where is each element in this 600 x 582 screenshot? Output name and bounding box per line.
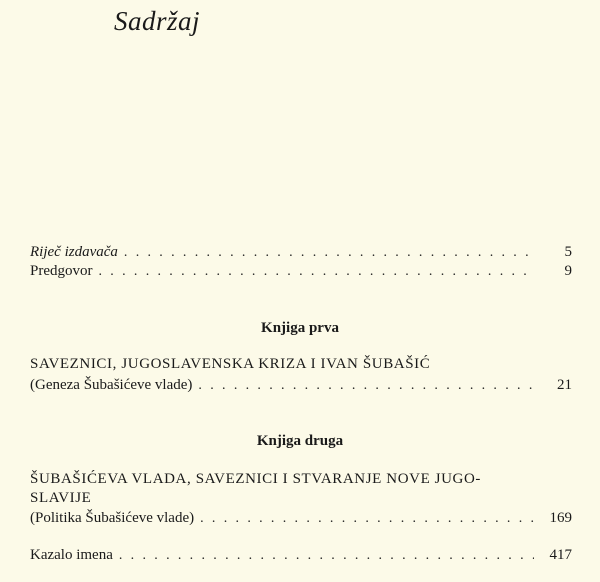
toc-leader-dots	[119, 547, 534, 565]
book-one-title: SAVEZNICI, JUGOSLAVENSKA KRIZA I IVAN ŠUBAŠIĆ	[30, 356, 431, 372]
page-title: Sadržaj	[114, 6, 201, 36]
toc-entry-label: Kazalo imena	[30, 547, 113, 563]
book-two-heading: Knjiga druga	[256, 433, 344, 449]
toc-entry-label: (Geneza Šubašićeve vlade)	[30, 377, 193, 393]
toc-page-number: 9	[564, 263, 572, 279]
toc-entry-book-two[interactable]	[30, 509, 572, 528]
toc-entry-foreword[interactable]	[30, 262, 572, 281]
toc-page-number: 417	[549, 547, 572, 563]
toc-leader-dots	[124, 244, 534, 262]
toc-leader-dots	[99, 263, 535, 281]
book-one-heading: Knjiga prva	[261, 320, 339, 336]
book-two-title-line1: ŠUBAŠIĆEVA VLADA, SAVEZNICI I STVARANJE NOVE JUGO-	[30, 471, 482, 487]
toc-entry-label: Predgovor	[30, 263, 93, 279]
toc-entry-label: (Politika Šubašićeve vlade)	[30, 510, 195, 526]
toc-entry-label: Riječ izdavača	[30, 244, 118, 260]
toc-page-number: 21	[557, 377, 572, 393]
toc-leader-dots	[198, 377, 534, 395]
toc-entry-book-one[interactable]	[30, 376, 572, 395]
toc-entry-index[interactable]	[30, 546, 572, 565]
toc-page-number: 5	[564, 244, 572, 260]
toc-leader-dots	[200, 510, 534, 528]
book-two-title-line2: SLAVIJE	[30, 490, 92, 506]
toc-page-number: 169	[549, 510, 572, 526]
toc-entry-publisher-word[interactable]	[30, 243, 572, 262]
